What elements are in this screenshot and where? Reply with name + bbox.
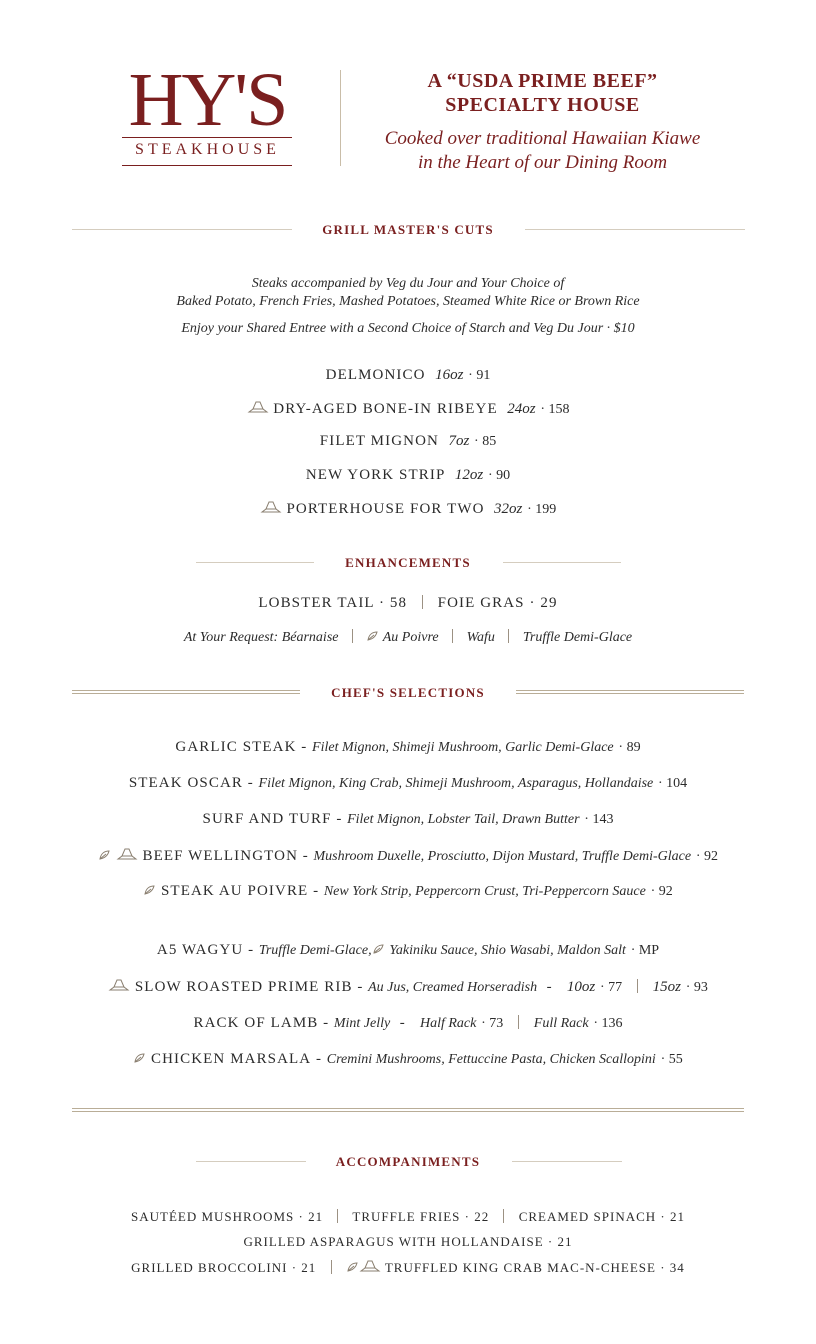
hawaiian-hat-icon: [359, 1259, 381, 1277]
separator: [637, 979, 638, 993]
accompaniment-item: SAUTÉED MUSHROOMS · 21: [131, 1209, 324, 1224]
item-name: PORTERHOUSE FOR TWO: [286, 501, 485, 517]
enhancement-foie: FOIE GRAS · 29: [437, 595, 558, 611]
menu-item: CHICKEN MARSALA - Cremini Mushrooms, Fettuccine Pasta, Chicken Scallopini · 55: [0, 1051, 816, 1069]
item-price: · 77: [599, 980, 623, 995]
header-italic-1: Cooked over traditional Hawaiian Kiawe: [384, 128, 701, 149]
item-description: New York Strip, Peppercorn Crust, Tri-Peppercorn Sauce: [323, 884, 646, 899]
item-price: · 89: [618, 740, 641, 755]
sauce-request-label: At Your Request: Béarnaise: [183, 630, 339, 645]
section-title-grill: GRILL MASTER'S CUTS: [322, 222, 494, 237]
item-price: · 92: [650, 884, 673, 899]
grill-note-3: Enjoy your Shared Entree with a Second Choice of Starch and Veg Du Jour · $10: [181, 321, 635, 336]
item-description: Filet Mignon, Shimeji Mushroom, Garlic Demi-Glace: [312, 740, 614, 755]
item-name: RACK OF LAMB: [193, 1015, 319, 1031]
grill-note-1: Steaks accompanied by Veg du Jour and Your Choice of: [251, 276, 565, 291]
double-divider: [72, 1108, 744, 1112]
menu-item: GARLIC STEAK - Filet Mignon, Shimeji Mushroom, Garlic Demi-Glace · 89: [175, 739, 641, 755]
separator: [352, 629, 353, 643]
item-name: SURF AND TURF: [202, 811, 332, 827]
separator: [452, 629, 453, 643]
item-price: · 136: [593, 1016, 623, 1031]
accompaniment-row: [0, 1234, 816, 1250]
brand-logo-text: HY'S: [128, 58, 287, 142]
sauce-truffle-demi: Truffle Demi-Glace: [522, 630, 633, 645]
header-italic-2: in the Heart of our Dining Room: [417, 152, 668, 173]
item-price: · 199: [527, 502, 557, 517]
menu-item: SURF AND TURF - Filet Mignon, Lobster Tail, Drawn Butter · 143: [202, 811, 614, 827]
item-name: FILET MIGNON: [319, 433, 439, 449]
item-price: · 92: [695, 849, 718, 864]
item-size: 7oz: [448, 433, 470, 449]
item-name: BEEF WELLINGTON: [142, 848, 298, 864]
accompaniment-item: TRUFFLE FRIES · 22: [352, 1209, 490, 1224]
accompaniment-item: TRUFFLED KING CRAB MAC-N-CHEESE · 34: [384, 1260, 685, 1275]
item-price: · 93: [685, 980, 708, 995]
section-title-chef: CHEF'S SELECTIONS: [331, 685, 485, 700]
accompaniment-item: CREAMED SPINACH · 21: [518, 1209, 685, 1224]
separator: [337, 1209, 338, 1223]
item-size: 15oz: [652, 979, 681, 995]
item-price: · 158: [540, 402, 570, 417]
item-name: A5 WAGYU: [156, 942, 244, 958]
menu-item: RACK OF LAMB - Mint Jelly - Half Rack · 73 Full Rack · 136: [193, 1015, 623, 1031]
separator: [503, 1209, 504, 1223]
accompaniment-item: GRILLED BROCCOLINI · 21: [131, 1260, 317, 1275]
menu-item: BEEF WELLINGTON - Mushroom Duxelle, Prosciutto, Dijon Mustard, Truffle Demi-Glace · 92: [0, 847, 816, 866]
brand-rule-top: [122, 137, 292, 138]
hawaiian-hat-icon: [247, 400, 269, 419]
separator: [331, 1260, 332, 1274]
item-description: Truffle Demi-Glace,: [258, 943, 372, 958]
item-name: STEAK AU POIVRE: [160, 883, 309, 899]
menu-item: STEAK AU POIVRE - New York Strip, Peppercorn Crust, Tri-Peppercorn Sauce · 92: [0, 883, 816, 901]
menu-item: [0, 400, 816, 419]
item-description: Filet Mignon, Lobster Tail, Drawn Butter: [347, 812, 580, 827]
separator: [508, 629, 509, 643]
hawaiian-hat-icon: [260, 500, 282, 519]
accompaniment-row: [0, 1209, 816, 1225]
item-price: · MP: [630, 943, 660, 958]
sauce-row: [0, 629, 816, 647]
item-price: · 73: [481, 1016, 504, 1031]
item-description: Cremini Mushrooms, Fettuccine Pasta, Chicken Scallopini: [326, 1052, 656, 1067]
menu-item: [0, 467, 816, 484]
enhancement-row: [0, 595, 816, 612]
item-name: NEW YORK STRIP: [305, 467, 446, 483]
item-size: 24oz: [507, 401, 536, 417]
item-name: GARLIC STEAK: [175, 739, 297, 755]
sauce-wafu: Wafu: [466, 630, 495, 645]
item-description: Mint Jelly: [333, 1016, 391, 1031]
section-title-enhancements: ENHANCEMENTS: [345, 555, 471, 570]
item-name: DRY-AGED BONE-IN RIBEYE: [273, 401, 498, 417]
header-tagline-1: A “USDA PRIME BEEF”: [427, 70, 658, 92]
item-size: 32oz: [494, 501, 523, 517]
item-size: Full Rack: [533, 1016, 589, 1031]
item-name: DELMONICO: [325, 367, 426, 383]
signature-leaf-icon: [372, 943, 385, 960]
brand-rule-bottom: [122, 165, 292, 166]
signature-leaf-icon: [98, 849, 111, 866]
header-tagline-2: SPECIALTY HOUSE: [445, 94, 640, 116]
signature-leaf-icon: [133, 1052, 146, 1069]
item-size: 16oz: [435, 367, 464, 383]
menu-item: STEAK OSCAR - Filet Mignon, King Crab, Shimeji Mushroom, Asparagus, Hollandaise · 104: [128, 775, 688, 791]
signature-leaf-icon: [143, 884, 156, 901]
hawaiian-hat-icon: [116, 847, 138, 866]
enhancement-lobster: LOBSTER TAIL · 58: [258, 595, 408, 611]
accompaniment-item: GRILLED ASPARAGUS WITH HOLLANDAISE · 21: [243, 1234, 573, 1249]
item-size: Half Rack: [419, 1016, 477, 1031]
menu-item: [0, 500, 816, 519]
signature-leaf-icon: [346, 1261, 359, 1277]
item-name: STEAK OSCAR: [128, 775, 244, 791]
item-size: 12oz: [454, 467, 484, 483]
signature-leaf-icon: [366, 630, 379, 647]
item-description: Mushroom Duxelle, Prosciutto, Dijon Mustard, Truffle Demi-Glace: [313, 849, 692, 864]
separator: [422, 595, 423, 609]
separator: [518, 1015, 519, 1029]
item-name: SLOW ROASTED PRIME RIB: [134, 979, 353, 995]
item-price: · 90: [488, 468, 511, 483]
item-description: Filet Mignon, King Crab, Shimeji Mushroom, Asparagus, Hollandaise: [258, 776, 654, 791]
accompaniment-row: [0, 1259, 816, 1277]
item-price: · 104: [658, 776, 688, 791]
menu-item: [0, 367, 816, 384]
item-size: 10oz: [566, 979, 596, 995]
menu-item: A5 WAGYU - Truffle Demi-Glace, Yakiniku Sauce, Shio Wasabi, Maldon Salt · MP: [156, 942, 660, 958]
grill-note-2: Baked Potato, French Fries, Mashed Potatoes, Steamed White Rice or Brown Rice: [176, 294, 640, 309]
menu-item: SLOW ROASTED PRIME RIB - Au Jus, Creamed Horseradish - 10oz · 77 15oz · 93: [0, 978, 816, 997]
header-divider: [340, 70, 341, 166]
menu-item: [0, 433, 816, 450]
item-name: CHICKEN MARSALA: [150, 1051, 312, 1067]
hawaiian-hat-icon: [108, 978, 130, 997]
item-price: · 143: [584, 812, 614, 827]
brand-subtitle: STEAKHOUSE: [135, 141, 280, 158]
item-price: · 85: [474, 434, 497, 449]
item-description: Yakiniku Sauce, Shio Wasabi, Maldon Salt: [389, 943, 626, 958]
sauce-au-poivre: Au Poivre: [382, 630, 439, 645]
section-title-accompaniments: ACCOMPANIMENTS: [335, 1154, 481, 1169]
item-price: · 91: [468, 368, 491, 383]
item-description: Au Jus, Creamed Horseradish: [368, 980, 538, 995]
item-price: · 55: [660, 1052, 683, 1067]
